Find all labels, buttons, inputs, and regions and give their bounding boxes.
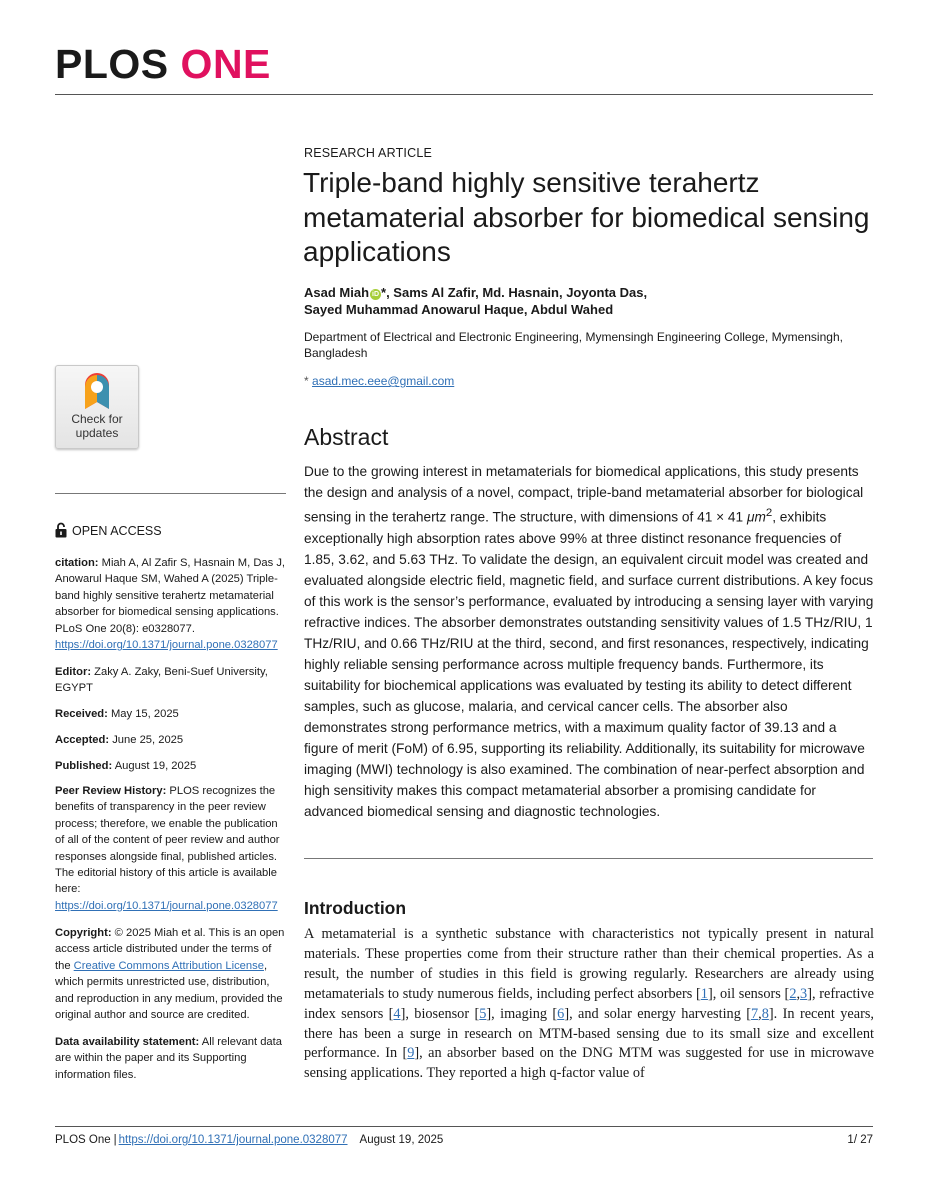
- affiliation: Department of Electrical and Electronic Engineering, Mymensingh Engineering College, Mymensingh, Bangladesh: [304, 330, 843, 360]
- open-lock-icon: [55, 522, 67, 538]
- footer-journal: PLOS One: [55, 1134, 111, 1146]
- intro-text: ], biosensor [: [400, 1005, 480, 1022]
- peer-review-block: [55, 783, 286, 914]
- journal-logo: [55, 41, 271, 87]
- ref-link[interactable]: 7: [751, 1005, 759, 1022]
- accepted-date: June 25, 2025: [112, 734, 184, 746]
- corresponding-email: [304, 374, 454, 388]
- check-for-updates-badge[interactable]: [55, 365, 139, 449]
- badge-line2: updates: [75, 426, 119, 440]
- abstract-superscript: 2: [765, 507, 773, 519]
- ref-link[interactable]: 1: [700, 985, 708, 1002]
- authors-line2: Sayed Muhammad Anowarul Haque, Abdul Wahed: [304, 302, 614, 317]
- received-date: May 15, 2025: [110, 708, 179, 720]
- ref-link[interactable]: 5: [479, 1005, 487, 1022]
- accepted-label: Accepted:: [55, 734, 110, 746]
- peer-review-link[interactable]: https://doi.org/10.1371/journal.pone.0328077: [55, 899, 278, 912]
- intro-text: ], and solar energy harvesting [: [564, 1005, 752, 1022]
- open-access-label: [55, 522, 162, 538]
- received-block: [55, 706, 286, 722]
- introduction-body: A metamaterial is a synthetic substance with characteristics not typically present in natural materials. These properties come from their structure rather than their chemical properties. As a result, the number of studies in this field is growing regularly. Researchers are already using metamaterials to study numerous fields, including perfect absorbers [1], oil sensors [2,3], refractive index sensors [4], biosensor [5], imaging [6], and solar energy harvesting [7,8]. In recent years, there has been a surge in research on MTM-based sensing due to its small size and excellent performance. In [9], an absorber based on the DNG MTM was suggested for use in microwave sensing applications. They reported a high q-factor value of: [304, 926, 874, 1082]
- copyright-label: Copyright:: [55, 927, 112, 939]
- open-access-text: OPEN ACCESS: [72, 524, 162, 538]
- ref-link[interactable]: 3: [800, 985, 808, 1002]
- received-label: Received:: [55, 708, 108, 720]
- abstract-text-2: , exhibits exceptionally high absorption rates above 99% at three distinct resonance frequencies of 1.85, 3.62, and 5.63 THz. To validate the design, an equivalent circuit model was created and evaluated alongside electric field, magnetic field, and surface current distributions. A key focus of this work is the sensor’s performance, evaluated by introducing a sensing layer with varying refractive indices. The absorber demonstrates outstanding sensitivity values of 1.5 THz/RIU, 1 THz/RIU, and 0.66 THz/RIU at the third, second, and first resonances, respectively, indicating highly reliable sensing performance across multiple frequency bands. Furthermore, its suitability for biochemical applications was evaluated by testing its ability to detect different samples, such as glucose, malaria, and cervical cancer cells. The absorber also demonstrates strong performance metrics, with a maximum quality factor of 39.13 and a figure of merit (FoM) of 6.95, supporting its reliability. Additionally, its suitability for microwave imaging (MWI) technology is also examined. The combination of near-perfect absorption and high sensitivity makes this compact metamaterial absorber a promising candidate for advanced biomedical sensing and diagnostic technologies.: [304, 509, 874, 819]
- citation-doi-link[interactable]: https://doi.org/10.1371/journal.pone.0328077: [55, 639, 278, 652]
- published-date: August 19, 2025: [114, 760, 197, 772]
- editor-block: [55, 664, 286, 697]
- ref-link[interactable]: 9: [407, 1045, 415, 1062]
- sidebar-divider: [55, 493, 286, 494]
- page-number: 1/ 27: [847, 1134, 873, 1146]
- copyright-text: © 2025 Miah et al. This is an open access article distributed under the terms of the: [55, 927, 285, 972]
- ref-link[interactable]: 2: [789, 985, 797, 1002]
- intro-text: ], refractive index sensors [: [304, 985, 874, 1022]
- email-star: *: [304, 374, 309, 388]
- ref-link[interactable]: 6: [557, 1005, 565, 1022]
- orcid-icon[interactable]: iD: [372, 291, 380, 298]
- published-label: Published:: [55, 760, 113, 772]
- data-availability-block: [55, 1034, 286, 1083]
- footer-separator: |: [113, 1134, 117, 1146]
- peer-review-label: Peer Review History:: [55, 785, 167, 797]
- logo-plos: PLOS: [55, 41, 169, 87]
- intro-text: ]. In recent years, there has been a surge in research on MTM-based sensing due to its small size and excellent performance. In [: [304, 1005, 874, 1062]
- ref-link[interactable]: 4: [393, 1005, 401, 1022]
- abstract-divider: [304, 858, 873, 859]
- authors-rest: , Sams Al Zafir, Md. Hasnain, Joyonta Das,: [386, 285, 648, 300]
- logo-one: ONE: [180, 41, 271, 87]
- copyright-text-end: , which permits unrestricted use, distribution, and reproduction in any medium, provided the original author and source are credited.: [55, 959, 283, 1022]
- abstract-text-1: Due to the growing interest in metamaterials for biomedical applications, this study presents the design and analysis of a novel, compact, triple-band metamaterial absorber for biological sensing in the terahertz range. The structure, with dimensions of 41 × 41: [304, 464, 864, 525]
- intro-text: ], imaging [: [486, 1005, 558, 1022]
- editor-label: Editor:: [55, 666, 92, 678]
- intro-text: A metamaterial is a synthetic substance with characteristics not typically present in natural materials. These properties come from their structure rather than their chemical properties. As a result, the number of studies in this field is growing regularly. Researchers are already using metamaterials to study numerous fields, including perfect absorbers [: [304, 926, 874, 1002]
- intro-text: ], an absorber based on the DNG MTM was suggested for use in microwave sensing applications. They reported a high q-factor value of: [304, 1045, 874, 1082]
- published-block: [55, 758, 286, 774]
- crossmark-icon: [80, 371, 114, 411]
- header-divider: [55, 94, 873, 95]
- peer-review-text: PLOS recognizes the benefits of transparency in the peer review process; therefore, we enable the publication of all of the content of peer review and author responses alongside final, published articles. The editorial history of this article is available here:: [55, 785, 280, 896]
- author-list: [304, 284, 874, 318]
- footer-doi-link[interactable]: https://doi.org/10.1371/journal.pone.0328077: [118, 1134, 348, 1146]
- citation-text: Miah A, Al Zafir S, Hasnain M, Das J, Anowarul Haque SM, Wahed A (2025) Triple-band highly sensitive terahertz metamaterial absorber for biomedical sensing applications. PLoS One 20(8): e0328077.: [55, 557, 286, 635]
- data-availability-text: All relevant data are within the paper and its Supporting information files.: [55, 1036, 282, 1081]
- footer-divider: [55, 1126, 873, 1127]
- page-footer: [55, 1134, 873, 1146]
- author-first[interactable]: Asad Miah: [304, 285, 370, 300]
- license-link[interactable]: Creative Commons Attribution License: [73, 959, 264, 972]
- badge-line1: Check for: [71, 412, 123, 426]
- email-link[interactable]: asad.mec.eee@gmail.com: [312, 374, 455, 388]
- footer-date: August 19, 2025: [359, 1134, 444, 1146]
- intro-text: ], oil sensors [: [707, 985, 790, 1002]
- citation-block: [55, 555, 286, 653]
- corresponding-star: *: [381, 285, 387, 300]
- copyright-block: [55, 925, 286, 1023]
- abstract-heading: Abstract: [304, 424, 389, 450]
- article-type: RESEARCH ARTICLE: [304, 146, 433, 160]
- data-availability-label: Data availability statement:: [55, 1036, 200, 1048]
- accepted-block: [55, 732, 286, 748]
- ref-link[interactable]: 8: [761, 1005, 769, 1022]
- citation-label: citation:: [55, 557, 99, 569]
- abstract-unit: μm: [746, 509, 766, 525]
- introduction-heading: Introduction: [304, 898, 407, 918]
- editor-text: Zaky A. Zaky, Beni-Suef University, EGYPT: [55, 666, 268, 695]
- abstract-body: [304, 461, 874, 822]
- article-title: Triple-band highly sensitive terahertz metamaterial absorber for biomedical sensing applications: [303, 167, 870, 267]
